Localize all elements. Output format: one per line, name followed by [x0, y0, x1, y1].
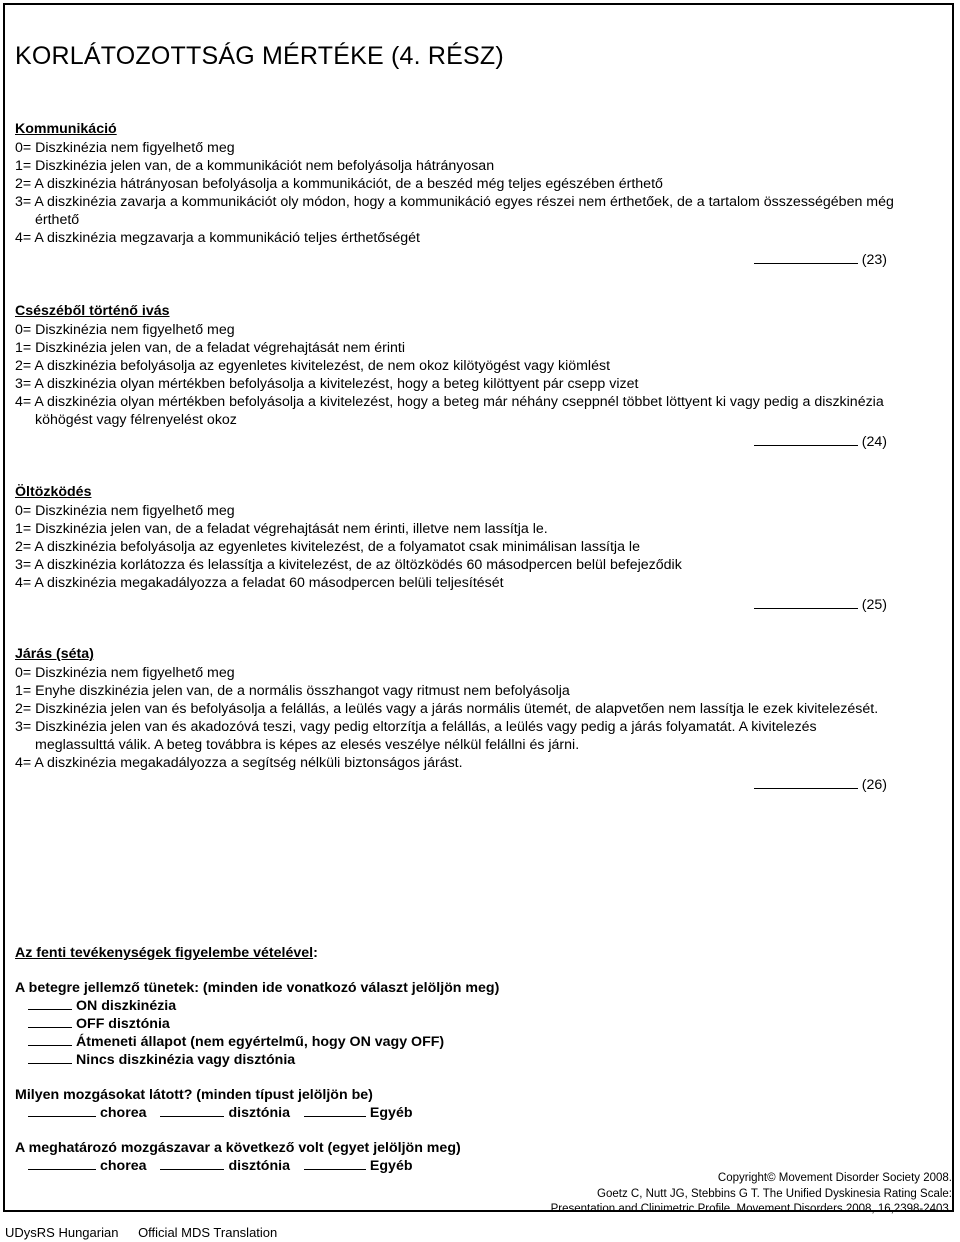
option-1: 1= Diszkinézia jelen van, de a feladat végrehajtását nem érinti [15, 340, 405, 356]
page-title: KORLÁTOZOTTSÁG MÉRTÉKE (4. RÉSZ) [15, 42, 504, 70]
option-label: disztónia [228, 1158, 290, 1174]
footer-left: UDysRS Hungarian [5, 1225, 119, 1240]
score-blank[interactable] [754, 433, 858, 446]
copyright-notice [551, 1171, 952, 1218]
answer-blank[interactable] [28, 1015, 72, 1028]
option-label: Egyéb [369, 1105, 413, 1121]
option-1: 1= Diszkinézia jelen van, de a kommunikációt nem befolyásolja hátrányosan [15, 158, 495, 174]
score-blank[interactable] [754, 776, 858, 789]
option-label: Egyéb [369, 1158, 413, 1174]
option-0: 0= Diszkinézia nem figyelhető meg [15, 140, 235, 156]
option-4: 4= A diszkinézia megakadályozza a feladat 60 másodpercen belüli teljesítését [15, 575, 504, 591]
page-footer [5, 1225, 293, 1240]
section-jaras [15, 645, 895, 794]
score-blank[interactable] [754, 251, 858, 264]
checkbox-row [15, 1051, 615, 1069]
checkbox-row [15, 1157, 615, 1175]
score-row [15, 596, 895, 614]
summary-heading-row [15, 944, 615, 962]
answer-blank[interactable] [304, 1104, 366, 1117]
score-label: (23) [861, 252, 887, 268]
score-row [15, 433, 895, 451]
option-label: OFF disztónia [76, 1016, 170, 1032]
option-0: 0= Diszkinézia nem figyelhető meg [15, 503, 235, 519]
option-3: 3= A diszkinézia zavarja a kommunikációt oly módon, hogy a kommunikáció egyes részei nem érthetőek, de a tartalom összességében még érthető [15, 194, 894, 228]
option-label: ON diszkinézia [76, 998, 177, 1014]
score-row [15, 776, 895, 794]
summary-heading: Az fenti tevékenységek figyelembe vételével [15, 945, 314, 961]
checkbox-row [15, 1104, 615, 1122]
question-dominant: A meghatározó mozgászavar a következő volt (egyet jelöljön meg) [15, 1140, 461, 1156]
score-row [15, 251, 895, 269]
option-4: 4= A diszkinézia olyan mértékben befolyásolja a kivitelezést, hogy a beteg már néhány cseppnél többet löttyent ki vagy pedig a diszkinézia köhögést vagy félrenyelést okoz [15, 394, 884, 428]
option-3: 3= A diszkinézia korlátozza és lelassítja a kivitelezést, de az öltözködés 60 másodpercen belül befejeződik [15, 557, 682, 573]
summary-heading-colon: : [313, 945, 318, 961]
score-label: (26) [861, 777, 887, 793]
option-label: Nincs diszkinézia vagy disztónia [76, 1052, 296, 1068]
option-2: 2= A diszkinézia befolyásolja az egyenletes kivitelezést, de nem okoz kilötyögést vagy kiömlést [15, 358, 611, 374]
checkbox-row [15, 997, 615, 1015]
question-symptoms: A betegre jellemző tünetek: (minden ide vonatkozó választ jelöljön meg) [15, 980, 500, 996]
option-label: Átmeneti állapot (nem egyértelmű, hogy ON vagy OFF) [76, 1034, 445, 1050]
option-label: disztónia [228, 1105, 290, 1121]
section-kommunikacio [15, 120, 895, 269]
option-0: 0= Diszkinézia nem figyelhető meg [15, 665, 235, 681]
option-0: 0= Diszkinézia nem figyelhető meg [15, 322, 235, 338]
answer-blank[interactable] [28, 1033, 72, 1046]
option-2: 2= A diszkinézia befolyásolja az egyenletes kivitelezést, de a folyamatot csak minimálisan lassítja le [15, 539, 640, 555]
question-movements: Milyen mozgásokat látott? (minden típust jelöljön be) [15, 1087, 373, 1103]
section-heading: Járás (séta) [15, 646, 94, 662]
score-label: (24) [861, 434, 887, 450]
section-csesze [15, 302, 895, 451]
answer-blank[interactable] [304, 1157, 366, 1170]
section-heading: Kommunikáció [15, 121, 117, 137]
checkbox-row [15, 1015, 615, 1033]
citation-line: Presentation and Clinimetric Profile. Movement Disorders 2008, 16,2398-2403. [550, 1203, 952, 1215]
option-label: chorea [100, 1158, 147, 1174]
option-3: 3= A diszkinézia olyan mértékben befolyásolja a kivitelezést, hogy a beteg kilöttyent pár csepp vizet [15, 376, 639, 392]
answer-blank[interactable] [160, 1104, 224, 1117]
copyright-line: Copyright© Movement Disorder Society 2008. [717, 1172, 952, 1184]
section-heading: Öltözködés [15, 484, 92, 500]
answer-blank[interactable] [28, 1051, 72, 1064]
option-label: chorea [100, 1105, 147, 1121]
option-3: 3= Diszkinézia jelen van és akadozóvá teszi, vagy pedig eltorzítja a felállás, a leülés vagy pedig a járás folyamatát. A kivitelezés meglassulttá válik. A beteg továbbra is képes az elesés veszélye nélkül felállni és járni. [15, 719, 817, 753]
score-label: (25) [861, 597, 887, 613]
option-1: 1= Diszkinézia jelen van, de a feladat végrehajtását nem érinti, illetve nem lassítja le. [15, 521, 548, 537]
checkbox-row [15, 1033, 615, 1051]
option-1: 1= Enyhe diszkinézia jelen van, de a normális összhangot vagy ritmust nem befolyásolja [15, 683, 570, 699]
answer-blank[interactable] [28, 1104, 96, 1117]
answer-blank[interactable] [28, 997, 72, 1010]
citation-line: Goetz C, Nutt JG, Stebbins G T. The Unified Dyskinesia Rating Scale: [597, 1187, 952, 1200]
option-2: 2= Diszkinézia jelen van és befolyásolja a felállás, a leülés vagy a járás normális ütemét, de alapvetően nem lassítja le ezek kivitelezését. [15, 701, 879, 717]
footer-right: Official MDS Translation [138, 1225, 278, 1240]
option-4: 4= A diszkinézia megzavarja a kommunikáció teljes érthetőségét [15, 230, 420, 246]
answer-blank[interactable] [160, 1157, 224, 1170]
option-4: 4= A diszkinézia megakadályozza a segítség nélküli biztonságos járást. [15, 755, 463, 771]
answer-blank[interactable] [28, 1157, 96, 1170]
score-blank[interactable] [754, 596, 858, 609]
summary-section [15, 944, 615, 1175]
option-2: 2= A diszkinézia hátrányosan befolyásolja a kommunikációt, de a beszéd még teljes egészében érthető [15, 176, 663, 192]
section-oltozkodes [15, 483, 895, 614]
section-heading: Csészéből történő ivás [15, 303, 170, 319]
